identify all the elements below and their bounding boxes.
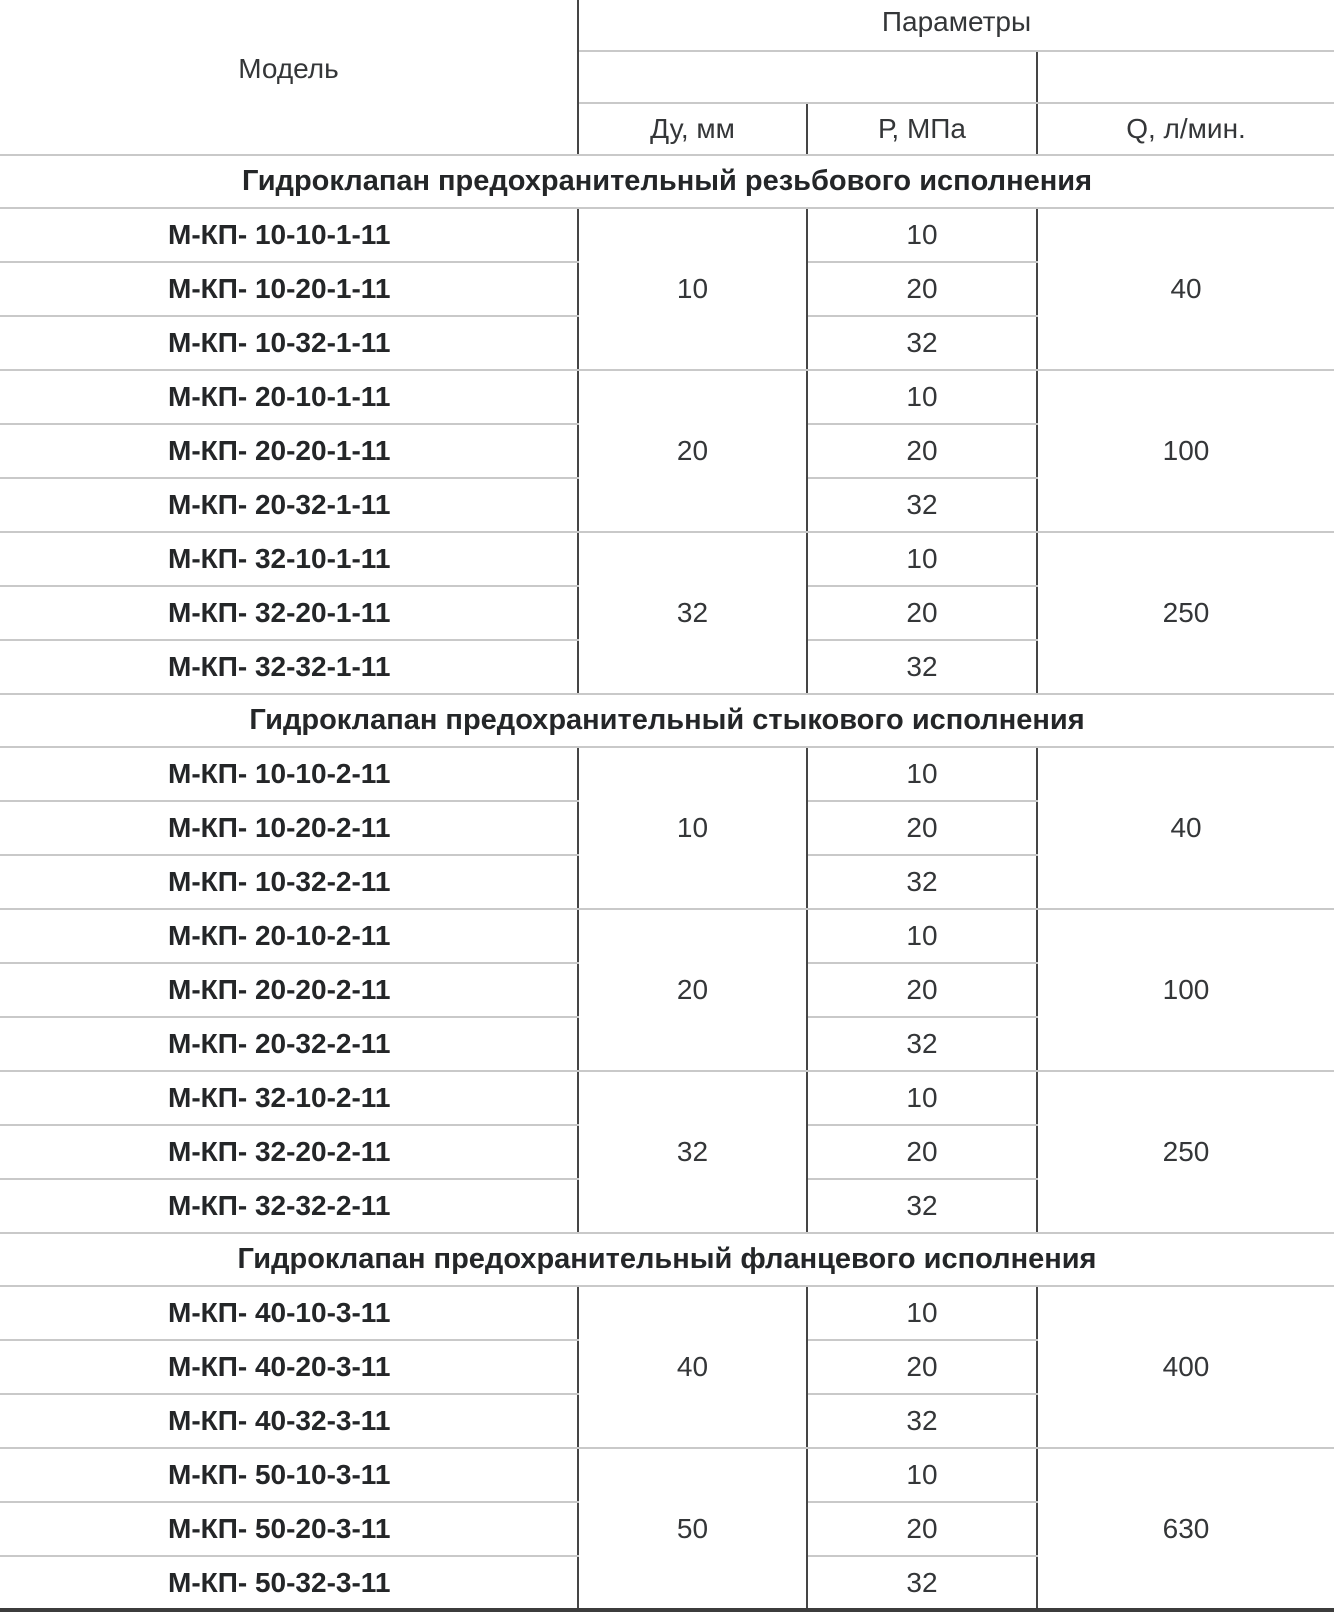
p-cell: 32 bbox=[807, 1017, 1037, 1071]
model-cell: М-КП- 32-20-1-11 bbox=[0, 586, 578, 640]
q-cell: 250 bbox=[1037, 1071, 1334, 1233]
params-header: Параметры bbox=[578, 0, 1334, 51]
p-cell: 32 bbox=[807, 316, 1037, 370]
model-cell: М-КП- 32-10-2-11 bbox=[0, 1071, 578, 1125]
p-cell: 10 bbox=[807, 1071, 1037, 1125]
p-cell: 20 bbox=[807, 424, 1037, 478]
model-cell: М-КП- 50-10-3-11 bbox=[0, 1448, 578, 1502]
p-cell: 10 bbox=[807, 1448, 1037, 1502]
du-cell: 10 bbox=[578, 747, 807, 909]
model-cell: М-КП- 20-10-1-11 bbox=[0, 370, 578, 424]
p-cell: 20 bbox=[807, 262, 1037, 316]
model-cell: М-КП- 20-20-1-11 bbox=[0, 424, 578, 478]
du-cell: 50 bbox=[578, 1448, 807, 1610]
model-cell: М-КП- 20-32-2-11 bbox=[0, 1017, 578, 1071]
p-cell: 32 bbox=[807, 1394, 1037, 1448]
model-cell: М-КП- 10-32-2-11 bbox=[0, 855, 578, 909]
p-cell: 32 bbox=[807, 478, 1037, 532]
model-cell: М-КП- 32-32-1-11 bbox=[0, 640, 578, 694]
q-cell: 100 bbox=[1037, 370, 1334, 532]
p-cell: 20 bbox=[807, 586, 1037, 640]
p-cell: 10 bbox=[807, 1286, 1037, 1340]
params-spacer-right bbox=[1037, 51, 1334, 103]
q-cell: 100 bbox=[1037, 909, 1334, 1071]
model-cell: М-КП- 40-32-3-11 bbox=[0, 1394, 578, 1448]
subheader-p: Р, МПа bbox=[807, 103, 1037, 155]
model-column-header: Модель bbox=[0, 0, 578, 155]
subheader-du: Ду, мм bbox=[578, 103, 807, 155]
p-cell: 10 bbox=[807, 370, 1037, 424]
model-cell: М-КП- 32-32-2-11 bbox=[0, 1179, 578, 1233]
q-cell: 40 bbox=[1037, 208, 1334, 370]
params-spacer-left bbox=[578, 51, 1037, 103]
du-cell: 32 bbox=[578, 532, 807, 694]
du-cell: 20 bbox=[578, 370, 807, 532]
subheader-q: Q, л/мин. bbox=[1037, 103, 1334, 155]
p-cell: 10 bbox=[807, 747, 1037, 801]
p-cell: 32 bbox=[807, 1556, 1037, 1610]
q-cell: 40 bbox=[1037, 747, 1334, 909]
du-cell: 20 bbox=[578, 909, 807, 1071]
p-cell: 32 bbox=[807, 1179, 1037, 1233]
p-cell: 20 bbox=[807, 1502, 1037, 1556]
p-cell: 20 bbox=[807, 801, 1037, 855]
p-cell: 20 bbox=[807, 1340, 1037, 1394]
model-cell: М-КП- 10-20-1-11 bbox=[0, 262, 578, 316]
model-cell: М-КП- 40-10-3-11 bbox=[0, 1286, 578, 1340]
model-cell: М-КП- 20-20-2-11 bbox=[0, 963, 578, 1017]
model-cell: М-КП- 10-32-1-11 bbox=[0, 316, 578, 370]
model-cell: М-КП- 50-32-3-11 bbox=[0, 1556, 578, 1610]
q-cell: 250 bbox=[1037, 532, 1334, 694]
section-title: Гидроклапан предохранительный фланцевого исполнения bbox=[0, 1233, 1334, 1286]
model-cell: М-КП- 10-20-2-11 bbox=[0, 801, 578, 855]
p-cell: 20 bbox=[807, 963, 1037, 1017]
p-cell: 32 bbox=[807, 640, 1037, 694]
model-cell: М-КП- 40-20-3-11 bbox=[0, 1340, 578, 1394]
du-cell: 32 bbox=[578, 1071, 807, 1233]
section-title: Гидроклапан предохранительный резьбового исполнения bbox=[0, 155, 1334, 208]
du-cell: 10 bbox=[578, 208, 807, 370]
model-cell: М-КП- 50-20-3-11 bbox=[0, 1502, 578, 1556]
du-cell: 40 bbox=[578, 1286, 807, 1448]
section-title: Гидроклапан предохранительный стыкового исполнения bbox=[0, 694, 1334, 747]
model-cell: М-КП- 32-10-1-11 bbox=[0, 532, 578, 586]
model-cell: М-КП- 20-32-1-11 bbox=[0, 478, 578, 532]
p-cell: 10 bbox=[807, 909, 1037, 963]
q-cell: 400 bbox=[1037, 1286, 1334, 1448]
p-cell: 10 bbox=[807, 532, 1037, 586]
model-cell: М-КП- 32-20-2-11 bbox=[0, 1125, 578, 1179]
model-cell: М-КП- 10-10-1-11 bbox=[0, 208, 578, 262]
p-cell: 10 bbox=[807, 208, 1037, 262]
p-cell: 32 bbox=[807, 855, 1037, 909]
model-cell: М-КП- 20-10-2-11 bbox=[0, 909, 578, 963]
p-cell: 20 bbox=[807, 1125, 1037, 1179]
q-cell: 630 bbox=[1037, 1448, 1334, 1610]
model-cell: М-КП- 10-10-2-11 bbox=[0, 747, 578, 801]
